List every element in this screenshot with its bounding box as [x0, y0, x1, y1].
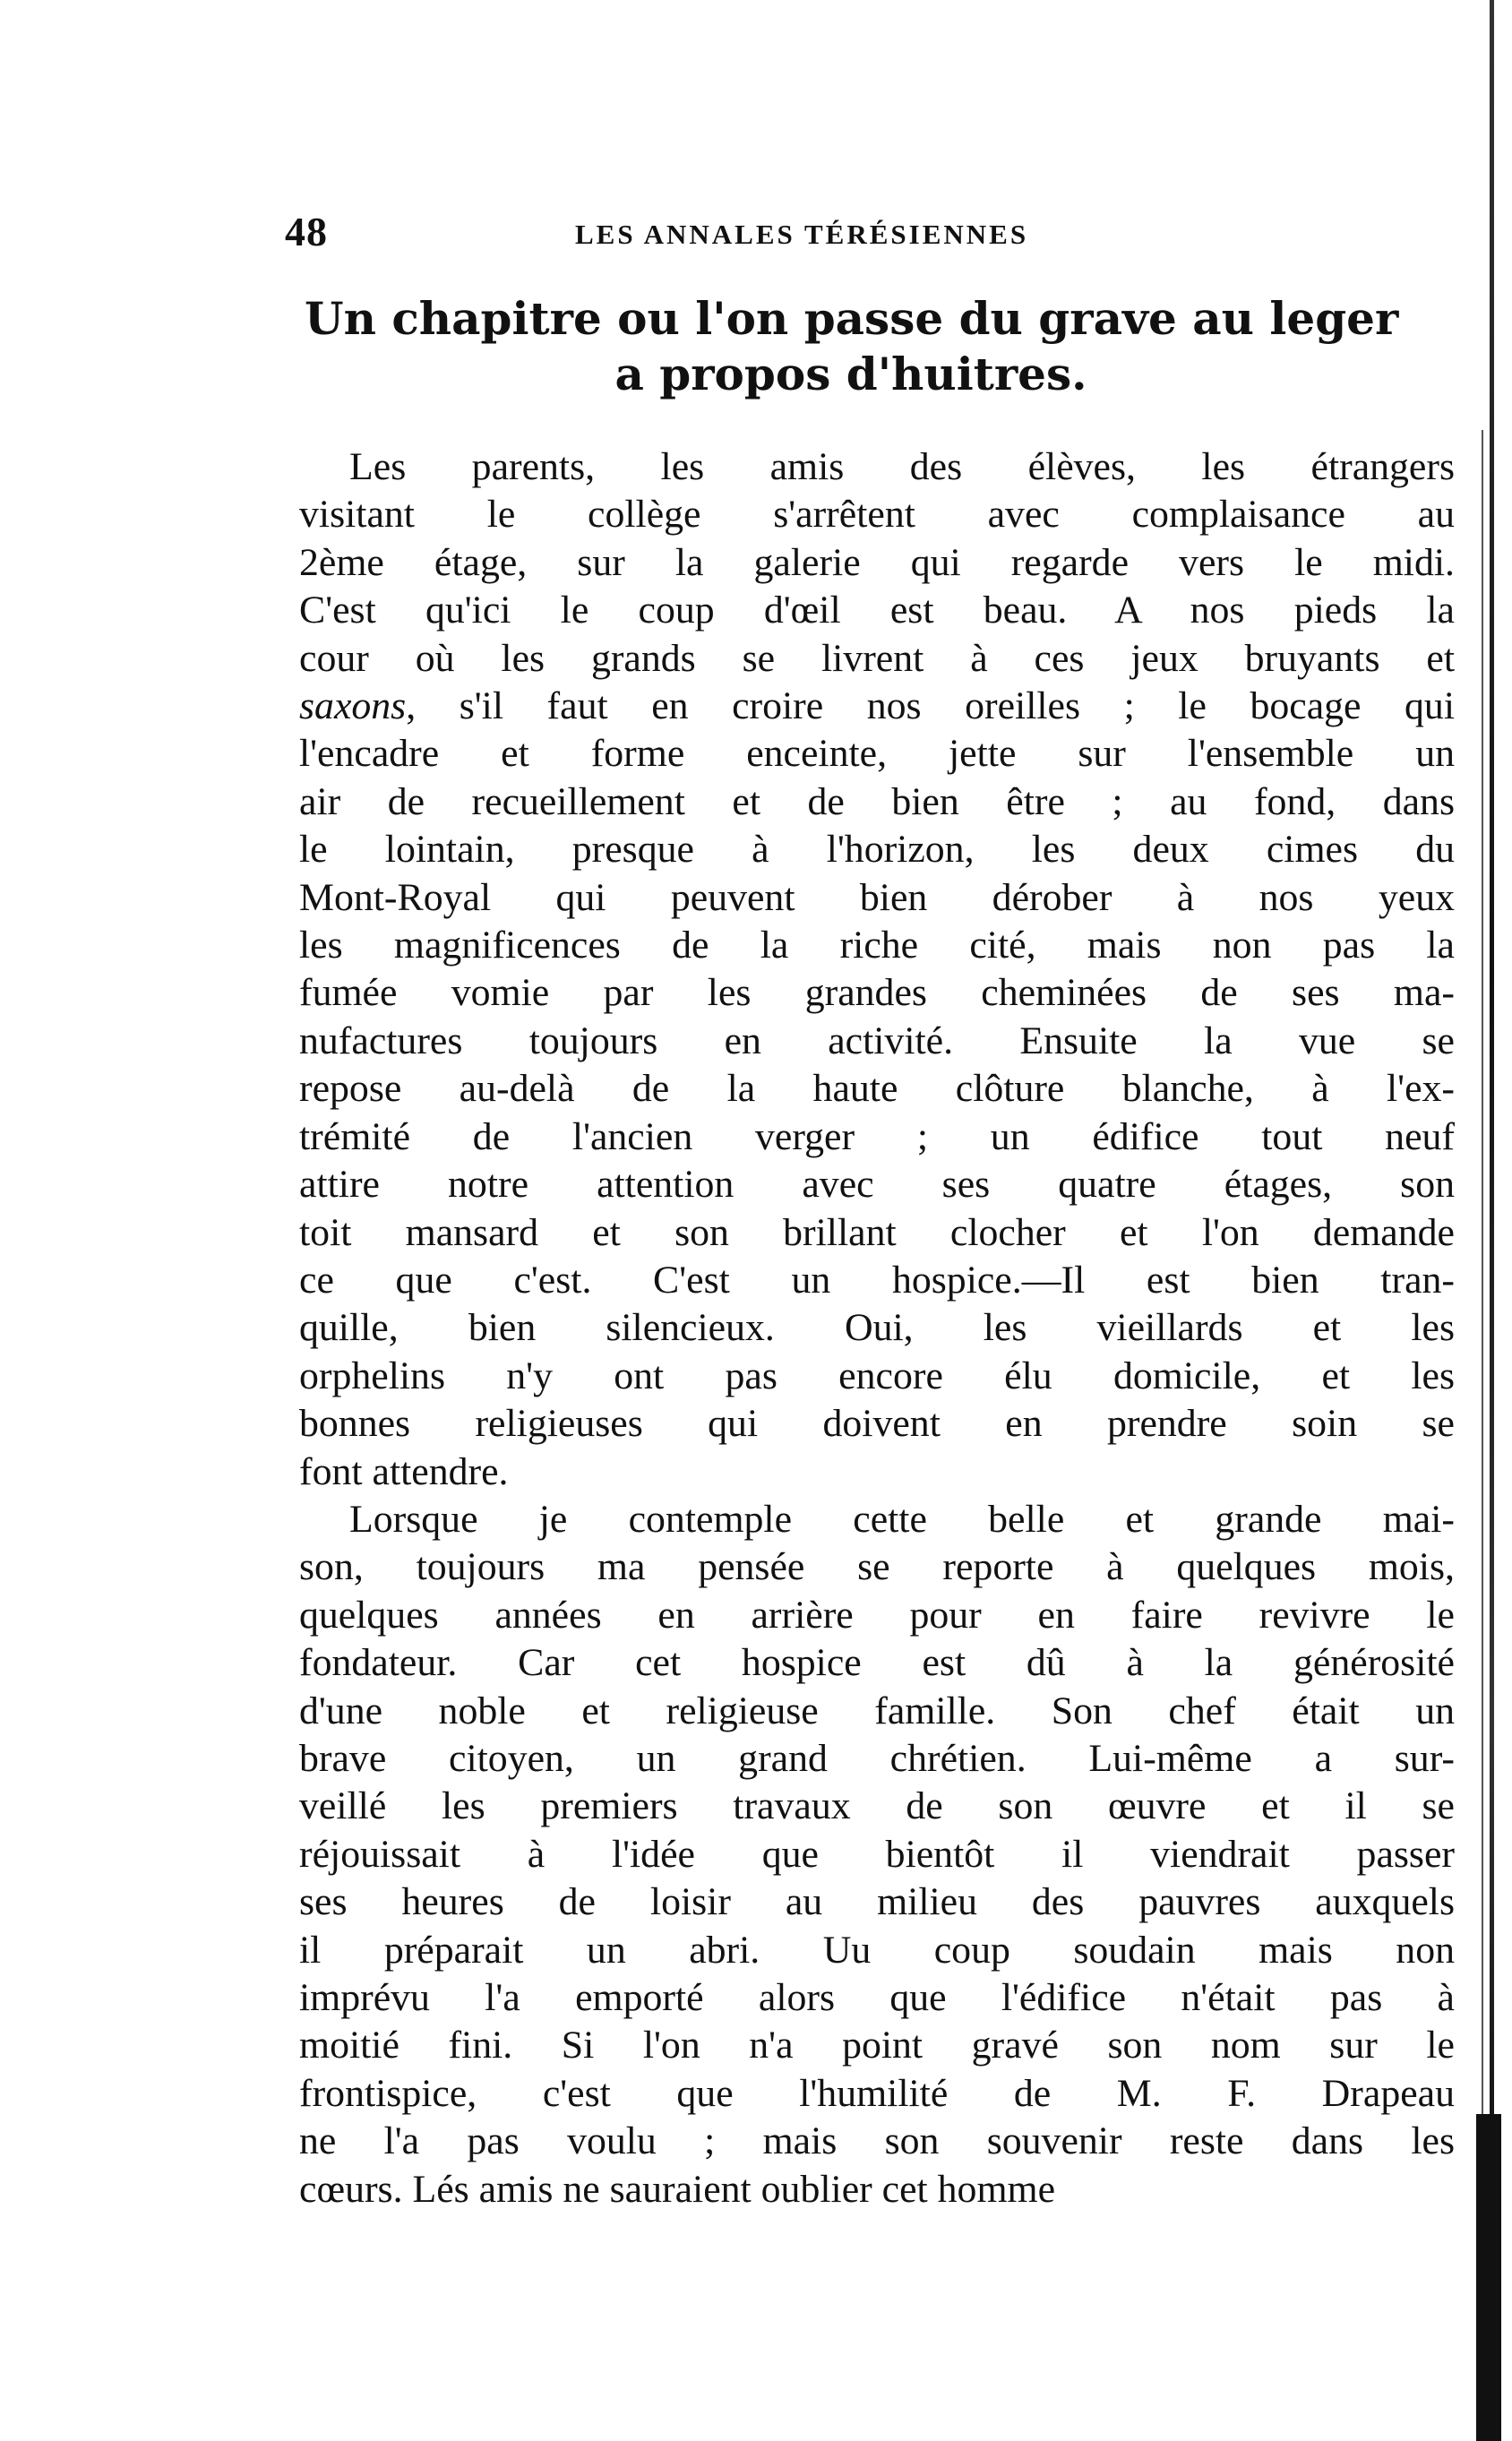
text-line: nufactures toujours en activité. Ensuite la vue se — [299, 1019, 1455, 1062]
text-line: repose au-delà de la haute clôture blanche, à l'ex- — [299, 1067, 1455, 1111]
text-line: saxons, s'il faut en croire nos oreilles ; le bocage qui — [299, 684, 1455, 728]
text-line: fumée vomie par les grandes cheminées de ses ma- — [299, 971, 1455, 1015]
chapter-title — [305, 291, 1397, 402]
text-line: quille, bien silencieux. Oui, les vieillards et les — [299, 1306, 1455, 1350]
text-line: moitié fini. Si l'on n'a point gravé son nom sur le — [299, 2024, 1455, 2067]
text-line: ne l'a pas voulu ; mais son souvenir reste dans les — [299, 2119, 1455, 2163]
text-line: Mont-Royal qui peuvent bien dérober à nos yeux — [299, 875, 1455, 919]
page-number: 48 — [285, 209, 328, 254]
text-line: l'encadre et forme enceinte, jette sur l'ensemble un — [299, 732, 1455, 776]
text-line: cœurs. Lés amis ne sauraient oublier cet homme — [299, 2167, 1056, 2211]
chapter-title-line: Un chapitre ou l'on passe du grave au leger — [305, 292, 1399, 345]
text-line: quelques années en arrière pour en faire revivre le — [299, 1593, 1455, 1637]
text-line: air de recueillement et de bien être ; au fond, dans — [299, 779, 1455, 823]
text-line: le lointain, presque à l'horizon, les deux cimes du — [299, 828, 1455, 872]
running-head: LES ANNALES TÉRÉSIENNES — [575, 219, 1029, 250]
chapter-title-line: a propos d'huitres. — [614, 348, 1087, 400]
text-line: fondateur. Car cet hospice est dû à la générosité — [299, 1641, 1455, 1685]
text-line: visitant le collège s'arrêtent avec complaisance au — [299, 493, 1455, 537]
text-line: son, toujours ma pensée se reporte à quelques mois, — [299, 1545, 1455, 1589]
text-line: cour où les grands se livrent à ces jeux bruyants et — [299, 636, 1455, 680]
text-line: orphelins n'y ont pas encore élu domicile, et les — [299, 1354, 1455, 1397]
body-text — [299, 443, 1455, 2213]
text-line: imprévu l'a emporté alors que l'édifice n'était pas à — [299, 1976, 1455, 2019]
text-line: veillé les premiers travaux de son œuvre et il se — [299, 1784, 1455, 1828]
text-line: brave citoyen, un grand chrétien. Lui-même a sur- — [299, 1736, 1455, 1780]
text-line: il préparait un abri. Uu coup soudain mais non — [299, 1928, 1455, 1972]
text-line: ce que c'est. C'est un hospice.—Il est bien tran- — [299, 1258, 1455, 1302]
page-edge-dark — [1476, 2114, 1501, 2441]
text-line: 2ème étage, sur la galerie qui regarde vers le midi. — [299, 540, 1455, 584]
text-line: attire notre attention avec ses quatre étages, son — [299, 1163, 1455, 1207]
text-line: Lorsque je contemple cette belle et grande mai- — [349, 1497, 1455, 1541]
page-edge-shadow — [1482, 430, 1483, 2132]
text-line: frontispice, c'est que l'humilité de M. F. Drapeau — [299, 2071, 1455, 2115]
text-line: Les parents, les amis des élèves, les étrangers — [349, 445, 1455, 488]
text-line: les magnificences de la riche cité, mais non pas la — [299, 924, 1455, 967]
text-line: ses heures de loisir au milieu des pauvres auxquels — [299, 1880, 1455, 1924]
text-line: font attendre. — [299, 1449, 509, 1493]
text-line: toit mansard et son brillant clocher et l'on demande — [299, 1210, 1455, 1254]
page-header — [285, 208, 1190, 262]
page-edge — [1490, 0, 1494, 2441]
text-line: d'une noble et religieuse famille. Son chef était un — [299, 1689, 1455, 1732]
text-line: C'est qu'ici le coup d'œil est beau. A nos pieds la — [299, 589, 1455, 632]
text-line: bonnes religieuses qui doivent en prendre soin se — [299, 1402, 1455, 1446]
text-line: trémité de l'ancien verger ; un édifice tout neuf — [299, 1114, 1455, 1158]
text-line: réjouissait à l'idée que bientôt il viendrait passer — [299, 1832, 1455, 1876]
